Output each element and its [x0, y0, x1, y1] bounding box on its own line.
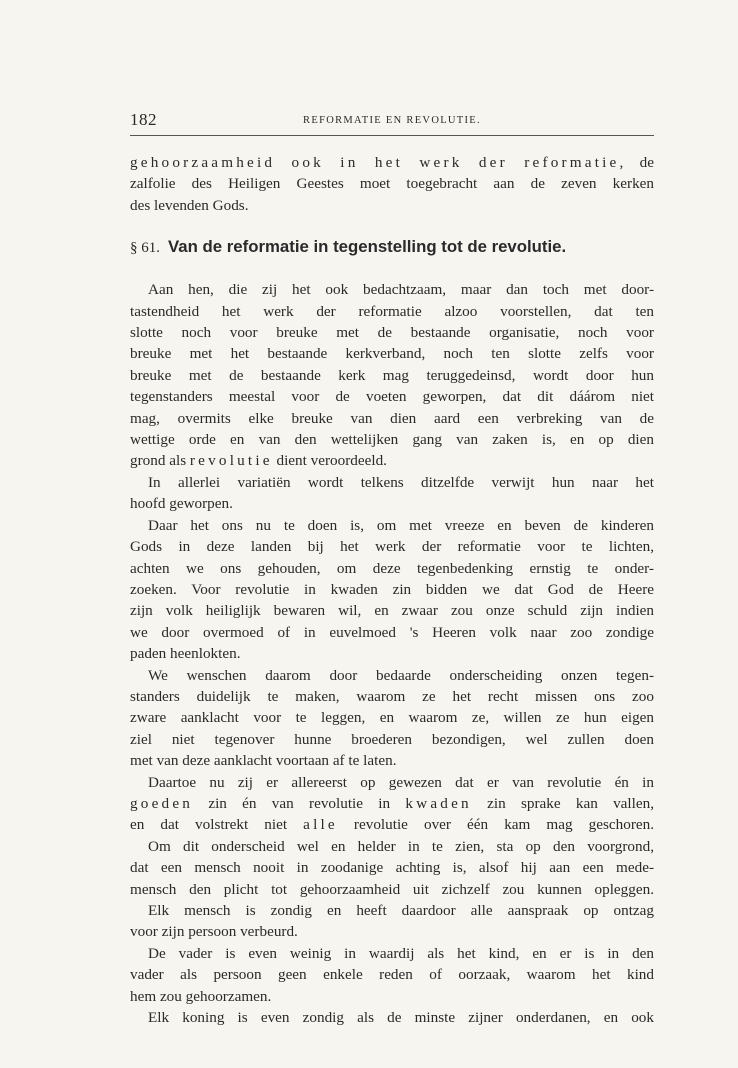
text-fragment: revolutie over één kam mag geschoren.	[337, 816, 654, 834]
text-line: met van deze aanklacht voortaan af te laten.	[130, 752, 397, 770]
text-line: achten we ons gehouden, om deze tegenbedenking ernstig te onder-	[130, 559, 654, 577]
text-line: Aan hen, die zij het ook bedachtzaam, maar dan toch met door-	[148, 281, 654, 299]
running-title: REFORMATIE EN REVOLUTIE.	[303, 115, 481, 126]
text-line: Elk mensch is zondig en heeft daardoor alle aanspraak op ontzag	[148, 902, 654, 919]
text-line: breuke met de bestaande kerk mag teruggedeinsd, wordt door hun	[130, 366, 654, 384]
text-fragment: en dat volstrekt niet	[130, 816, 304, 834]
text-line: zoeken. Voor revolutie in kwaden zin bidden we dat God de Heere	[130, 580, 654, 598]
page-number: 182	[130, 110, 157, 129]
page-header	[130, 110, 654, 132]
text-line	[130, 793, 654, 814]
text-line: zalfolie des Heiligen Geestes moet toegebracht aan de zeven kerken	[130, 175, 654, 193]
text-line: dat een mensch nooit in zoodanige achting is, alsof hij aan een mede-	[130, 859, 654, 877]
section-heading	[130, 235, 654, 260]
text-line: paden heenlokten.	[130, 645, 241, 663]
text-line: mag, overmits elke breuke van dien aard een verbreking van de	[130, 409, 654, 427]
emphasized-text: gehoorzaamheid ook in het werk der reformatie,	[130, 154, 627, 171]
emphasized-text: alle	[303, 816, 338, 834]
text-fragment: zin én van revolutie in	[193, 794, 406, 812]
text-line: Daar het ons nu te doen is, om met vreeze en beven de kinderen	[148, 516, 654, 534]
text-line	[130, 814, 654, 835]
text-line: vader als persoon geen enkele reden of oorzaak, waarom het kind	[130, 966, 654, 984]
text-line: tegenstanders meestal voor de voeten geworpen, dat dit dáárom niet	[130, 388, 654, 406]
text-line	[130, 450, 654, 471]
text-line: De vader is even weinig in waardij als het kind, en er is in den	[148, 944, 654, 962]
text-line: hoofd geworpen.	[130, 495, 233, 513]
text-line: Elk koning is even zondig als de minste zijner onderdanen, en ook	[148, 1009, 654, 1027]
section-number: § 61.	[130, 240, 160, 257]
text-line: Gods in deze landen bij het werk der reformatie voor te lichten,	[130, 538, 654, 556]
text-line: hem zou gehoorzamen.	[130, 987, 272, 1005]
text-fragment: de	[626, 154, 654, 171]
text-line: We wenschen daarom door bedaarde onderscheiding onzen tegen-	[148, 666, 654, 684]
body-text	[130, 152, 654, 1028]
text-line: we door overmoed of in euvelmoed 's Heeren volk naar zoo zondige	[130, 623, 654, 641]
text-fragment: zin sprake kan vallen,	[471, 794, 654, 812]
text-line: zijn volk heiliglijk bewaren wil, en zwaar zou onze schuld zijn indien	[130, 602, 654, 620]
section-title: Van de reformatie in tegenstelling tot de revolutie.	[168, 237, 567, 257]
text-line: voor zijn persoon verbeurd.	[130, 923, 298, 941]
emphasized-text: goeden	[130, 794, 194, 812]
header-rule	[130, 135, 654, 136]
text-line: Om dit onderscheid wel en helder in te zien, sta op den voorgrond,	[148, 837, 654, 855]
text-line: wettige orde en van den wettelijken gang van zaken is, en op dien	[130, 431, 654, 449]
text-fragment: grond als	[130, 452, 190, 470]
text-line: tastendheid het werk der reformatie alzoo voorstellen, dat ten	[130, 302, 654, 320]
text-line: In allerlei variatiën wordt telkens ditzelfde verwijt hun naar het	[148, 473, 654, 491]
text-line: standers duidelijk te maken, waarom ze het recht missen ons zoo	[130, 687, 654, 705]
text-line: ziel niet tegenover hunne broederen bezondigen, wel zullen doen	[130, 730, 654, 748]
emphasized-text: revolutie	[189, 452, 273, 470]
text-line: des levenden Gods.	[130, 196, 249, 214]
text-line	[130, 152, 654, 173]
emphasized-text: kwaden	[405, 794, 472, 812]
text-line: mensch den plicht tot gehoorzaamheid uit zichzelf zou kunnen opleggen.	[130, 880, 654, 898]
text-line: breuke met het bestaande kerkverband, noch ten slotte zelfs voor	[130, 345, 654, 363]
text-line: zware aanklacht voor te leggen, en waarom ze, willen ze hun eigen	[130, 709, 654, 727]
text-fragment: dient veroordeeld.	[272, 452, 387, 470]
text-line: Daartoe nu zij er allereerst op gewezen dat er van revolutie én in	[148, 773, 654, 791]
text-line: slotte noch voor breuke met de bestaande organisatie, noch voor	[130, 324, 654, 342]
